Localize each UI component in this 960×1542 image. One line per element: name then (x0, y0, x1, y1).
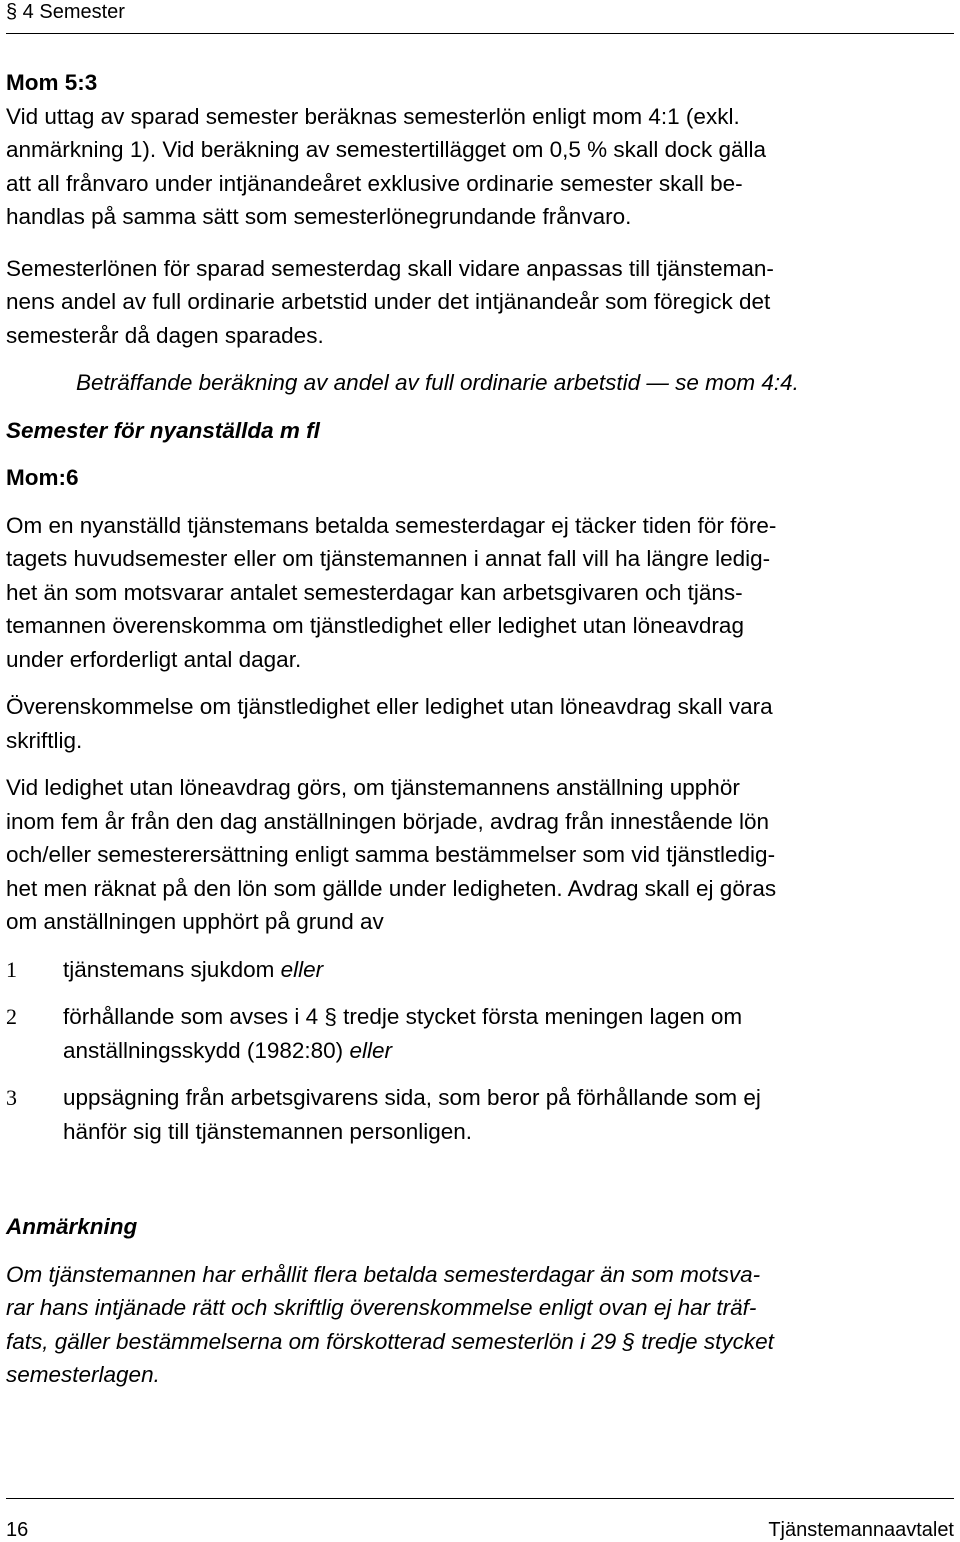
page-number: 16 (6, 1519, 29, 1541)
text-line: skriftlig. (6, 727, 83, 753)
mom-5-3-heading: Mom 5:3 (6, 70, 98, 95)
list-item (6, 1081, 954, 1148)
text-line: Om en nyanställd tjänstemans betalda semesterdagar ej täcker tiden för före- (6, 512, 777, 538)
section-heading-nyanstallda: Semester för nyanställda m fl (6, 417, 320, 443)
page-footer (6, 1498, 954, 1541)
text-line: temannen överenskomma om tjänstledighet eller ledighet utan löneavdrag (6, 613, 744, 638)
list-number: 1 (6, 956, 17, 982)
mom-6-heading: Mom:6 (6, 465, 79, 490)
document-title: Tjänstemannaavtalet (768, 1519, 954, 1541)
text-line: het men räknat på den lön som gällde under ledigheten. Avdrag skall ej göras (6, 875, 777, 901)
page-content (6, 66, 954, 1392)
text-line: och/eller semesterersättning enligt samma bestämmelser som vid tjänstledig- (6, 842, 776, 867)
page-header (6, 0, 954, 36)
text-line: semesterår då dagen sparades. (6, 322, 324, 348)
text-line: att all frånvaro under intjänandeåret exklusive ordinarie semester skall be- (6, 170, 743, 196)
list-text: förhållande som avses i 4 § tredje stycket första meningen lagen om (63, 1004, 743, 1029)
header-divider (6, 33, 954, 34)
text-line: Överenskommelse om tjänstledighet eller ledighet utan löneavdrag skall vara (6, 694, 773, 719)
list-number: 3 (6, 1085, 17, 1110)
text-line: rar hans intjänade rätt och skriftlig överenskommelse enligt ovan ej har träf- (6, 1295, 757, 1320)
list-conjunction: eller (280, 956, 324, 982)
text-line: Om tjänstemannen har erhållit flera betalda semesterdagar än som motsva- (6, 1261, 761, 1287)
footer-divider (6, 1498, 954, 1499)
text-line: fats, gäller bestämmelserna om förskotterad semesterlön i 29 § tredje stycket (6, 1328, 774, 1354)
mom-5-3-paragraph-2 (6, 252, 954, 353)
exception-list (6, 953, 954, 1149)
list-text: anställningsskydd (1982:80) (63, 1037, 350, 1063)
list-item (6, 1000, 954, 1067)
text-line: handlas på samma sätt som semesterlönegrundande frånvaro. (6, 204, 632, 229)
text-line: om anställningen upphört på grund av (6, 909, 384, 934)
text-line: under erforderligt antal dagar. (6, 646, 302, 672)
mom-5-3-paragraph-1 (6, 100, 954, 234)
text-line: anmärkning 1). Vid beräkning av semestertillägget om 0,5 % skall dock gälla (6, 137, 766, 162)
mom-6-paragraph-3 (6, 771, 954, 939)
text-line: tagets huvudsemester eller om tjänstemannen i annat fall vill ha längre ledig- (6, 546, 771, 571)
list-text: uppsägning från arbetsgivarens sida, som beror på förhållande som ej (63, 1085, 761, 1110)
anmarkning-heading: Anmärkning (6, 1214, 138, 1239)
text-line: Semesterlönen för sparad semesterdag skall vidare anpassas till tjänsteman- (6, 255, 774, 281)
list-number: 2 (6, 1004, 17, 1029)
anmarkning-paragraph (6, 1258, 954, 1392)
mom-6-paragraph-1 (6, 509, 954, 677)
mom-6-paragraph-2 (6, 690, 954, 757)
text-line: nens andel av full ordinarie arbetstid under det intjänandeår som föregick det (6, 289, 771, 314)
list-conjunction: eller (349, 1037, 392, 1063)
list-item (6, 953, 954, 987)
list-text: hänför sig till tjänstemannen personligen. (63, 1118, 472, 1144)
section-title: § 4 Semester (6, 1, 125, 23)
text-line: inom fem år från den dag anställningen började, avdrag från innestående lön (6, 808, 770, 834)
list-text: tjänstemans sjukdom (63, 956, 281, 982)
text-line: Vid uttag av sparad semester beräknas semesterlön enligt mom 4:1 (exkl. (6, 103, 740, 129)
reference-note: Beträffande beräkning av andel av full ordinarie arbetstid — se mom 4:4. (76, 370, 799, 395)
text-line: semesterlagen. (6, 1362, 160, 1387)
text-line: Vid ledighet utan löneavdrag görs, om tjänstemannens anställning upphör (6, 775, 740, 800)
text-line: het än som motsvarar antalet semesterdagar kan arbetsgivaren och tjäns- (6, 579, 743, 605)
